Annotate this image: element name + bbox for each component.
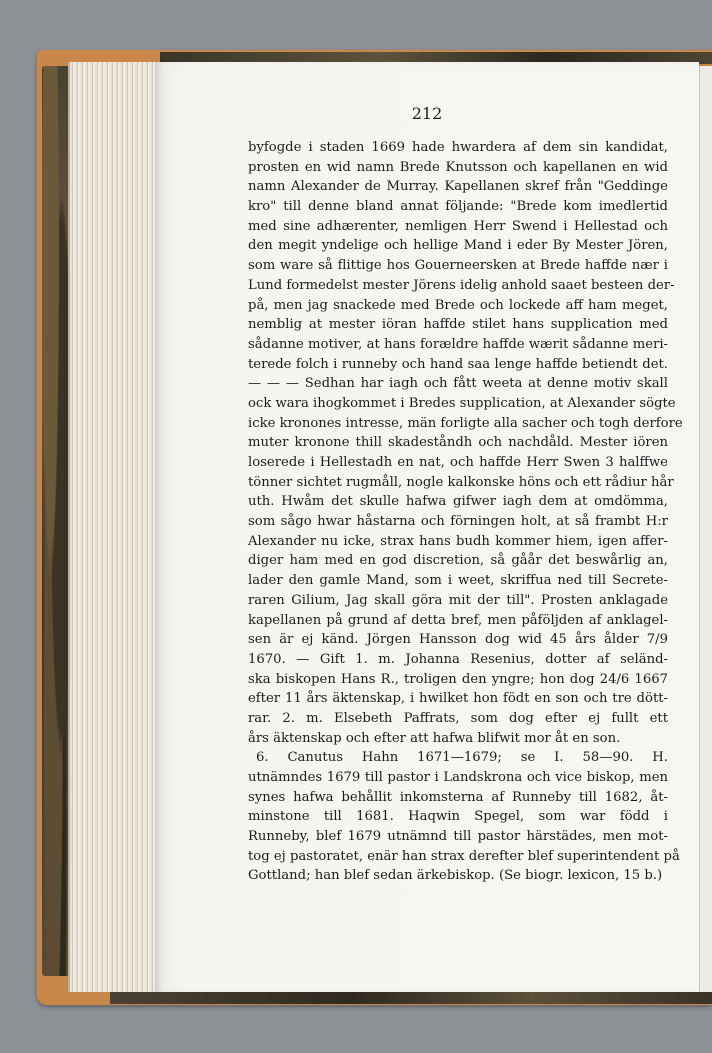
- text-line: loserede i Hellestadh en nat, och haffde Herr Swen 3 halffwe: [248, 455, 668, 470]
- text-line: Runneby, blef 1679 utnämnd till pastor härstädes, men mot-: [248, 829, 668, 845]
- text-line: rar. 2. m. Elsebeth Paffrats, som dog efter ej fullt ett: [248, 710, 668, 726]
- text-line: som ware så flittige hos Gouerneersken at Brede haffde nær i: [248, 258, 668, 274]
- text-line: byfogde i staden 1669 hade hwardera af dem sin kandidat,: [248, 140, 668, 155]
- text-line: utnämndes 1679 till pastor i Landskrona och vice biskop, men: [248, 770, 668, 785]
- text-line: den megit yndelige och hellige Mand i eder By Mester Jören,: [248, 238, 668, 254]
- text-line: på, men jag snackede med Brede och lockede aff ham meget,: [248, 297, 668, 313]
- text-line: — — — Sedhan har iagh och fått weeta at denne motiv skall: [248, 376, 668, 392]
- text-line: tönner sichtet rugmåll, nogle kalkonske höns och ett rådiur hår: [248, 474, 674, 490]
- text-line: lader den gamle Mand, som i weet, skriffua ned till Secrete-: [248, 573, 668, 589]
- text-line: diger ham med en god discretion, så gåår det beswårlig an,: [248, 553, 668, 569]
- page-number: 212: [411, 104, 443, 123]
- text-line: Lund formedelst mester Jörens idelig anhold saaet besteen der-: [248, 277, 675, 293]
- text-line: terede folch i runneby och hand saa lenge haffde betiendt det.: [248, 356, 668, 372]
- marbled-spine: [42, 66, 70, 976]
- book-page: [155, 62, 699, 992]
- text-line: som sågo hwar håstarna och förningen holt, at så frambt H:r: [248, 514, 668, 530]
- text-line: minstone till 1681. Haqwin Spegel, som war född i: [248, 809, 668, 825]
- text-line: nemblig at mester iöran haffde stilet hans supplication med: [248, 317, 668, 333]
- text-line: tog ej pastoratet, enär han strax derefter blef superintendent på: [248, 848, 680, 864]
- text-line: namn Alexander de Murray. Kapellanen skref från "Geddinge: [248, 179, 668, 195]
- text-line: Gottland; han blef sedan ärkebiskop. (Se biogr. lexicon, 15 b.): [248, 868, 663, 884]
- text-line: ska biskopen Hans R., troligen den yngre; hon dog 24/6 1667: [248, 671, 668, 687]
- text-line: 6. Canutus Hahn 1671—1679; se I. 58—90. H.: [256, 750, 668, 766]
- text-line: kro" till denne bland annat följande: "Brede kom imedlertid: [248, 199, 668, 215]
- text-line: uth. Hwåm det skulle hafwa gifwer iagh dem at omdömma,: [248, 494, 668, 510]
- text-line: icke kronones intresse, män forligte alla sacher och togh derfore: [248, 415, 683, 431]
- text-line: kapellanen på grund af detta bref, men påföljden af anklagel-: [248, 612, 668, 628]
- text-line: ock wara ihogkommet i Bredes supplication, at Alexander sögte: [248, 395, 676, 411]
- text-line: muter kronone thill skadeståndh och nachdåld. Mester iören: [248, 435, 668, 451]
- text-line: års äktenskap och efter att hafwa blifwit mor åt en son.: [248, 730, 621, 746]
- text-line: med sine adhærenter, nemligen Herr Swend i Hellestad och: [248, 218, 668, 234]
- text-line: prosten en wid namn Brede Knutsson och kapellanen en wid: [248, 159, 668, 175]
- text-line: Alexander nu icke, strax hans budh kommer hiem, igen affer-: [248, 533, 668, 549]
- text-line: sen är ej känd. Jörgen Hansson dog wid 45 års ålder 7/9: [248, 632, 668, 648]
- text-line: raren Gilium, Jag skall göra mit der till". Prosten anklagade: [248, 592, 668, 608]
- text-line: 1670. — Gift 1. m. Johanna Resenius, dotter af seländ-: [248, 651, 668, 667]
- text-line: synes hafwa behållit inkomsterna af Runneby till 1682, åt-: [248, 789, 668, 805]
- facing-page-edge: [699, 66, 712, 992]
- text-line: efter 11 års äktenskap, i hwilket hon födt en son och tre dött-: [248, 691, 668, 707]
- page-edges: [68, 62, 162, 992]
- marbled-bottom-edge: [110, 992, 712, 1004]
- text-line: sådanne motiver, at hans forældre haffde wærit sådanne meri-: [248, 336, 668, 352]
- page-text: [248, 138, 683, 886]
